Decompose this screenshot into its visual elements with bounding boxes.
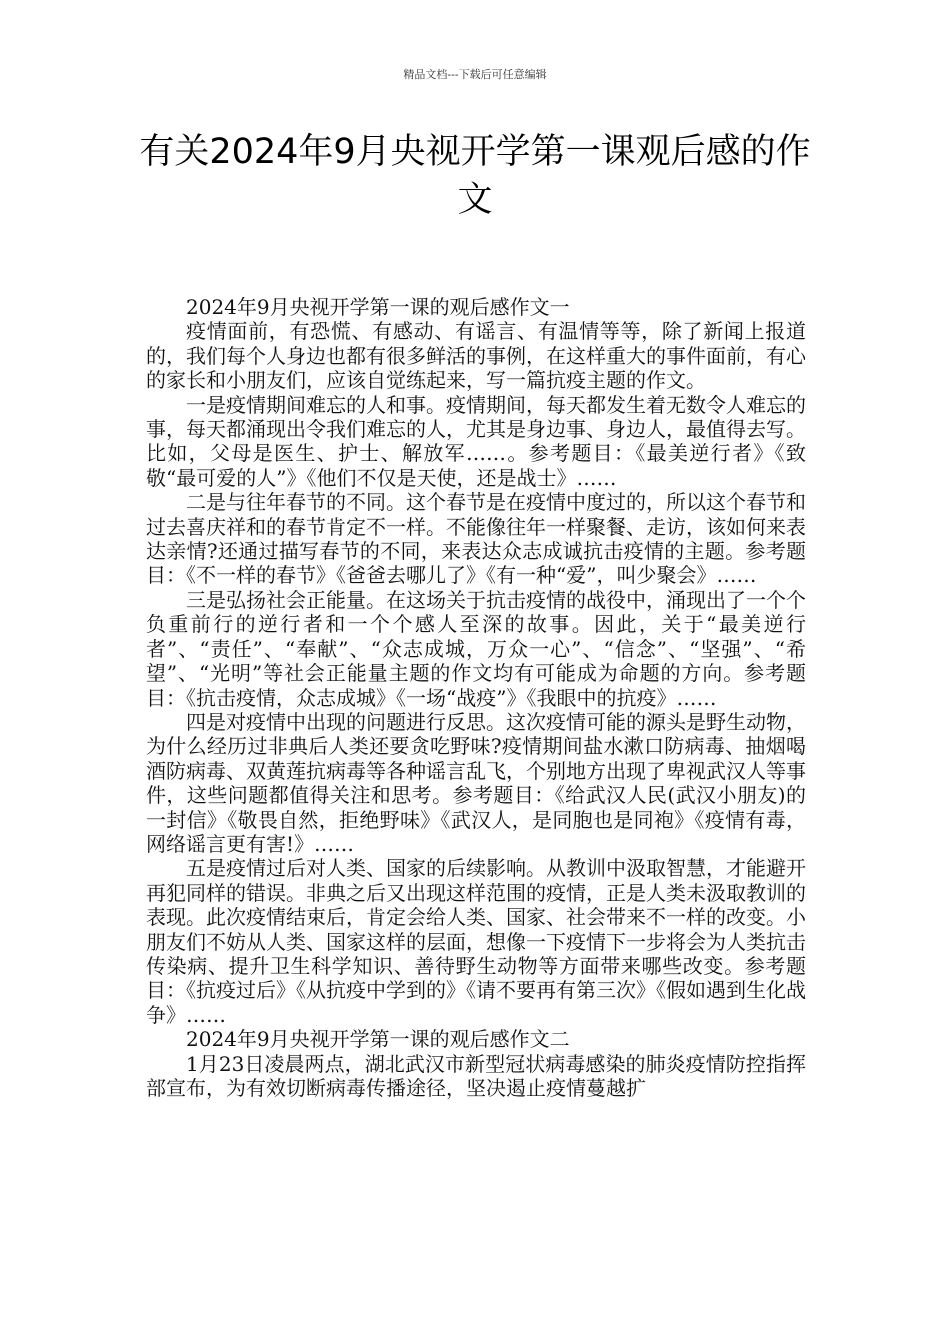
- paragraph: 一是疫情期间难忘的人和事。疫情期间，每天都发生着无数令人难忘的事，每天都涌现出令我们难忘的人，尤其是身边事、身边人，最值得去写。比如，父母是医生、护士、解放军……。参考题目：《最美逆行者》《致敬“最可爱的人”》《他们不仅是天使，还是战士》……: [146, 392, 806, 490]
- paragraph: 五是疫情过后对人类、国家的后续影响。从教训中汲取智慧，才能避开再犯同样的错误。非典之后又出现这样范围的疫情，正是人类未汲取教训的表现。此次疫情结束后，肯定会给人类、国家、社会带来不一样的改变。小朋友们不妨从人类、国家这样的层面，想像一下疫情下一步将会为人类抗击传染病、提升卫生科学知识、善待野生动物等方面带来哪些改变。参考题目：《抗疫过后》《从抗疫中学到的》《请不要再有第三次》《假如遇到生化战争》……: [146, 856, 806, 1027]
- document-title: 有关2024年9月央视开学第一课观后感的作文: [139, 132, 811, 220]
- paragraph: 疫情面前，有恐慌、有感动、有谣言、有温情等等，除了新闻上报道的，我们每个人身边也都有很多鲜活的事例，在这样重大的事件面前，有心的家长和小朋友们，应该自觉练起来，写一篇抗疫主题的作文。: [146, 319, 806, 393]
- paragraph: 三是弘扬社会正能量。在这场关于抗击疫情的战役中，涌现出了一个个负重前行的逆行者和一个个感人至深的故事。因此，关于“最美逆行者”、“责任”、“奉献”、“众志成城，万众一心”、“信念”、“坚强”、“希望”、“光明”等社会正能量主题的作文均有可能成为命题的方向。参考题目：《抗击疫情，众志成城》《一场“战疫”》《我眼中的抗疫》……: [146, 587, 806, 710]
- document-body: [146, 295, 806, 1100]
- section-heading-1: 2024年9月央视开学第一课的观后感作文一: [186, 295, 570, 319]
- header-note: 精品文档---下载后可任意编辑: [403, 68, 547, 81]
- section-heading-2: 2024年9月央视开学第一课的观后感作文二: [186, 1027, 570, 1052]
- paragraph: 四是对疫情中出现的问题进行反思。这次疫情可能的源头是野生动物，为什么经历过非典后人类还要贪吃野味?疫情期间盐水漱口防病毒、抽烟喝酒防病毒、双黄莲抗病毒等各种谣言乱飞，个别地方出现了卑视武汉人等事件，这些问题都值得关注和思考。参考题目：《给武汉人民(武汉小朋友)的一封信》《敬畏自然，拒绝野味》《武汉人，是同胞也是同袍》《疫情有毒，网络谣言更有害!》……: [146, 709, 806, 856]
- paragraph: 1月23日凌晨两点，湖北武汉市新型冠状病毒感染的肺炎疫情防控指挥部宣布，为有效切断病毒传播途径，坚决遏止疫情蔓越扩: [146, 1051, 806, 1100]
- paragraph: 二是与往年春节的不同。这个春节是在疫情中度过的，所以这个春节和过去喜庆祥和的春节肯定不一样。不能像往年一样聚餐、走访，该如何来表达亲情?还通过描写春节的不同，来表达众志成诚抗击疫情的主题。参考题目：《不一样的春节》《爸爸去哪儿了》《有一种“爱”，叫少聚会》……: [146, 490, 806, 588]
